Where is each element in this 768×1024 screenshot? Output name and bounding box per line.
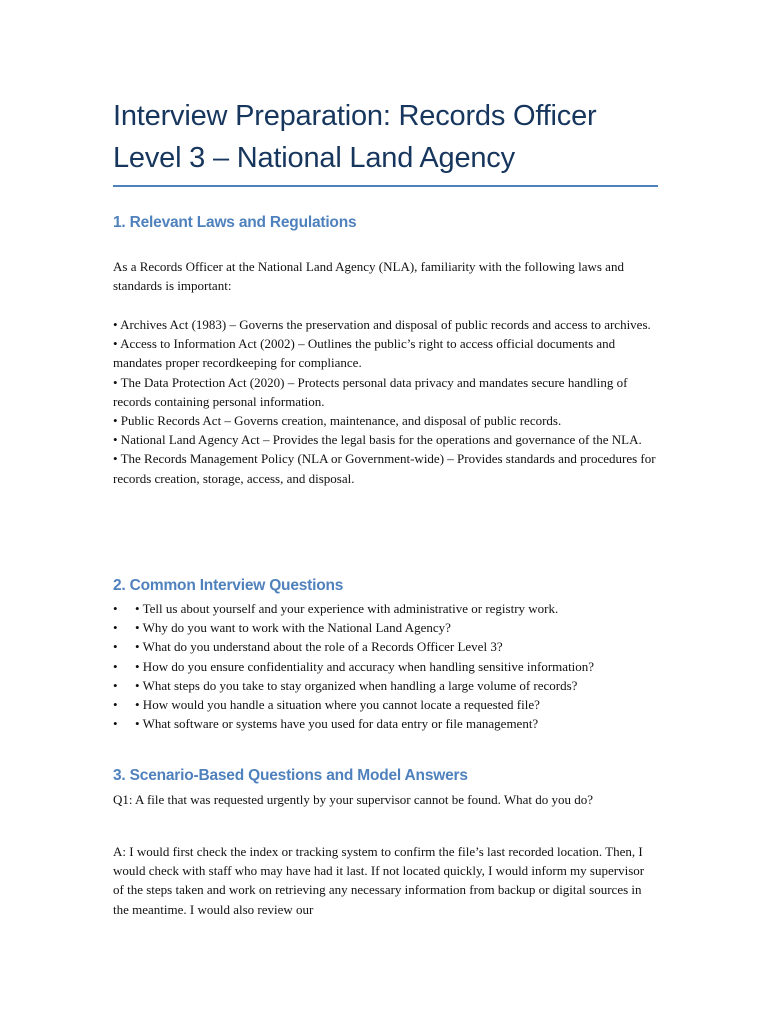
section-heading-laws: 1. Relevant Laws and Regulations [113, 214, 357, 231]
question-text: • What do you understand about the role of a Records Officer Level 3? [135, 639, 503, 655]
list-item [113, 599, 673, 618]
list-item [113, 618, 673, 637]
question-text: • Why do you want to work with the National Land Agency? [135, 620, 451, 636]
list-item [113, 695, 673, 714]
question-text: • How would you handle a situation where you cannot locate a requested file? [135, 697, 540, 713]
scenario-answer-1: A: I would first check the index or tracking system to confirm the file’s last recorded location. Then, I would check with staff who may have had it last. If not located quickly, I would inform my supervisor of the steps taken and work on retrieving any necessary information from backup or digital sources in the meantime. I would also review our [113, 844, 645, 917]
question-text: • What software or systems have you used for data entry or file management? [135, 716, 539, 732]
list-item [113, 657, 673, 676]
bullet-icon: • [113, 716, 118, 732]
scenario-question-1: Q1: A file that was requested urgently by your supervisor cannot be found. What do you do? [113, 792, 594, 807]
section-heading-questions: 2. Common Interview Questions [113, 577, 344, 594]
question-text: • How do you ensure confidentiality and accuracy when handling sensitive information? [135, 658, 595, 674]
question-text: • Tell us about yourself and your experience with administrative or registry work. [135, 601, 559, 616]
question-text: • What steps do you take to stay organized when handling a large volume of records? [135, 677, 578, 693]
law-item: • National Land Agency Act – Provides the legal basis for the operations and governance of the NLA. [113, 432, 642, 448]
document-page [113, 0, 658, 917]
laws-list [113, 315, 658, 488]
questions-list [113, 599, 673, 733]
law-item: • Access to Information Act (2002) – Outlines the public’s right to access official documents and mandates proper recordkeeping for compliance. [113, 336, 616, 371]
bullet-icon: • [113, 697, 118, 713]
section-heading-scenarios: 3. Scenario-Based Questions and Model Answers [113, 767, 468, 784]
laws-intro-paragraph: As a Records Officer at the National Land Agency (NLA), familiarity with the following laws and standards is important: [113, 259, 624, 294]
law-item: • Public Records Act – Governs creation, maintenance, and disposal of public records. [113, 413, 562, 429]
bullet-icon: • [113, 658, 118, 674]
law-item: • The Data Protection Act (2020) – Protects personal data privacy and mandates secure handling of records containing personal information. [113, 374, 628, 409]
list-item [113, 714, 673, 733]
list-item [113, 637, 673, 656]
document-title: Interview Preparation: Records Officer Level 3 – National Land Agency [113, 95, 658, 187]
bullet-icon: • [113, 677, 118, 693]
bullet-icon: • [113, 620, 118, 636]
bullet-icon: • [113, 639, 118, 655]
law-item: • Archives Act (1983) – Governs the preservation and disposal of public records and access to archives. [113, 317, 651, 332]
list-item [113, 676, 673, 695]
bullet-icon: • [113, 601, 118, 616]
law-item: • The Records Management Policy (NLA or Government-wide) – Provides standards and procedures for records creation, storage, access, and disposal. [113, 451, 656, 486]
